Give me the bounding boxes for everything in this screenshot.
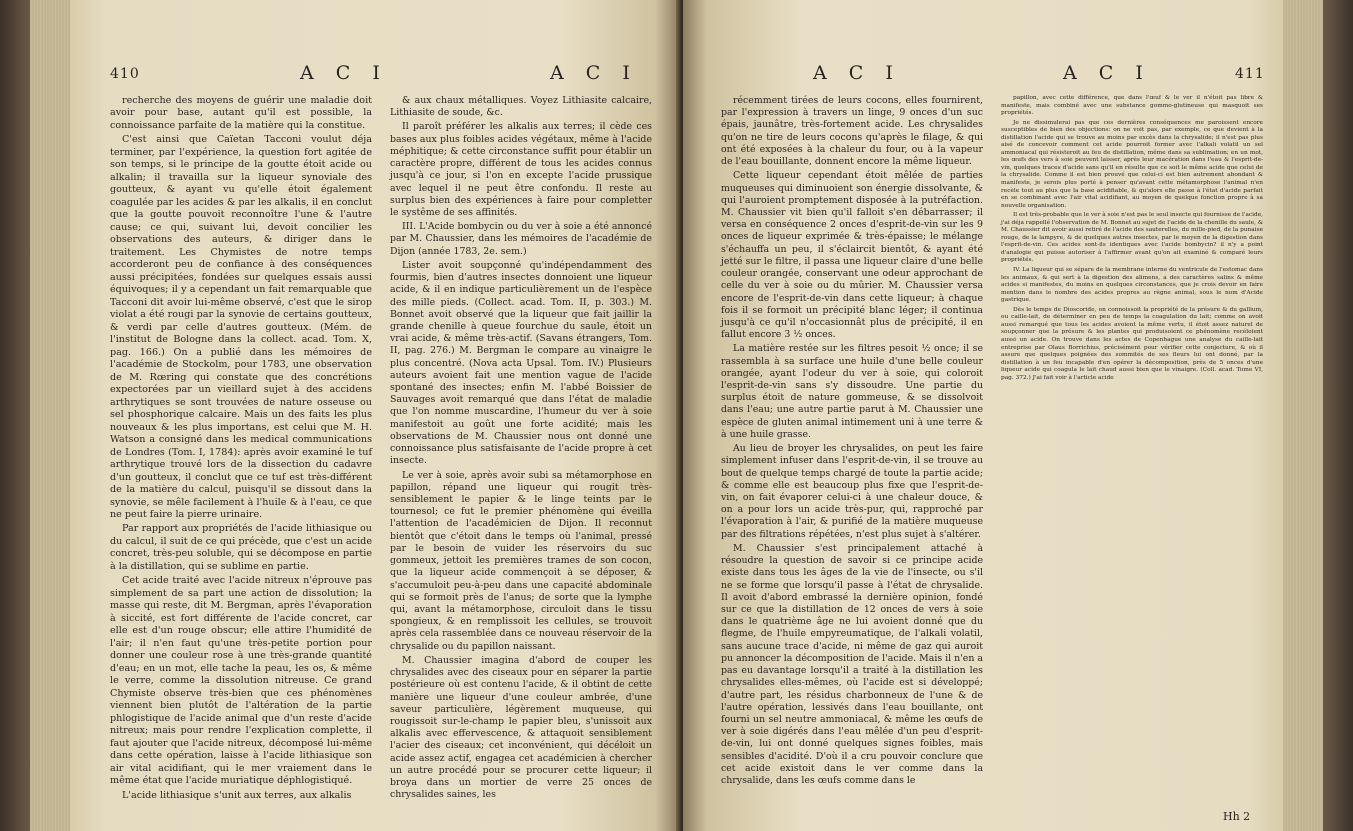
signature-mark: Hh 2 [1223,810,1251,823]
right-page-number: 411 [1235,66,1265,82]
paragraph: Lister avoit soupçonné qu'indépendamment des fourmis, bien d'autres insectes donnoient une liqueur acide, & il en indique particulièrement un de l'espèce des mille pieds. (Collect. acad. Tom. II, p. 303.) M. Bonnet avoit observé que la liqueur que fait jaillir la grande chenille à queue fourchue du saule, étoit un vrai acide, & même très-actif. (Savans étrangers, Tom. II, pag. 276.) M. Bergman le compare au vinaigre le plus concentré. (Nova acta Upsal. Tom. IV.) Plusieurs auteurs avoient fait une mention vague de l'acide spontané des insectes; enfin M. l'abbé Boissier de Sauvages avoit remarqué que dans l'état de maladie que l'on nomme muscardine, l'humeur du ver à soie manifestoit au goût une forte acidité; mais les observations de M. Chaussier nous ont donné une connoissance plus satisfaisante de l'acide propre à cet insecte. [390,259,652,467]
paragraph: Dès le temps de Dioscoride, on connoissoit la propriété de la présure & du gallium, ou caille-lait, de déterminer en peu de temps la coagulation du lait; comme on avoit aussi remarqué que tous les acides avoient la même vertu, il étoit assez naturel de soupçonner que la présure & les plantes qui produisoient ce phénomène recéloient aussi un acide. On trouve dans les actes de Copenhague une analyse du caille-lait entreprise par Olaus Borrichius, précisément pour vérifier cette conjecture, & où il assure que quelques poignées des sommités de ses fleurs lui ont donné, par la distillation à un feu incapable d'en opérer la décomposition, près de 5 onces d'une liqueur acide qui coagula le lait chaud aussi bien que le vinaigre. (Coll. acad. Tome VI, pag. 372.) J'ai fait voir à l'article acide [1001,306,1263,381]
paragraph: Au lieu de broyer les chrysalides, on peut les faire simplement infuser dans l'esprit-de-vin, il se trouve au bout de quelque temps chargé de toute la partie acide; & comme elle est beaucoup plus fixe que l'esprit-de-vin, on fait évaporer celui-ci à une chaleur douce, & on a pour lors un acide très-pur, qui, rapproché par l'évaporation à l'air, & purifié de la matière muqueuse par des filtrations répétées, n'est plus sujet à s'altérer. [721,443,983,540]
right-running-head [683,62,1283,92]
paragraph: Cet acide traité avec l'acide nitreux n'éprouve pas simplement de sa part une action de dissolution; la masse qui reste, dit M. Bergman, après l'évaporation à siccité, est fort différente de l'acide concret, car elle est d'un rouge obscur; elle attire l'humidité de l'air; il n'en faut qu'une très-petite portion pour donner une couleur rose à une très-grande quantité d'eau; en un mot, elle tache la peau, les os, & même le verre, comme la dissolution nitreuse. Ce grand Chymiste observe très-bien que ces phénomènes viennent bien plutôt de l'altération de la partie phlogistique de l'acide animal que d'un reste d'acide nitreux; mais pour rendre l'explication complette, il faut ajouter que l'acide nitreux, décomposé lui-même dans cette opération, laisse à l'acide lithiasique son air vital acidifiant, qui le mer vraiement dans le même état que l'acide muriatique déphlogistiqué. [110,575,372,787]
right-running-head-2: A C I [1063,62,1151,84]
right-page [683,0,1283,831]
left-page-edges [30,0,70,831]
right-column-1 [721,95,983,787]
paragraph: Il paroît préférer les alkalis aux terres; il cède ces bases aux plus foibles acides végétaux, même à l'acide méphitique; & cette circonstance suffit pour établir un caractère propre, différent de tous les acides connus jusqu'à ce jour, si l'on en excepte l'acide prussique avec lequel il ne peut être confondu. Il reste au surplus bien des expériences à faire pour completter le systême de ses affinités. [390,121,652,218]
left-page-number: 410 [110,66,140,82]
right-column-2 [1001,95,1263,817]
paragraph: M. Chaussier imagina d'abord de couper les chrysalides avec des ciseaux pour en séparer la partie postérieure où est contenu l'acide, & il obtint de cette manière une liqueur d'une couleur ambrée, d'une saveur particulière, légèrement muqueuse, qui rougissoit sur-le-champ le papier bleu, s'unissoit aux alkalis avec effervescence, & attaquoit sensiblement l'acier des ciseaux; cet inconvénient, qui décéloit un acide assez actif, engagea cet académicien à chercher un autre procédé pour se procurer cette liqueur; il broya dans un mortier de verre 25 onces de chrysalides saines, les [390,654,652,801]
paragraph: Cette liqueur cependant étoit mêlée de parties muqueuses qui diminuoient son énergie dissolvante, & qui l'auroient promptement disposée à la putréfaction. M. Chaussier vit bien qu'il falloit s'en débarrasser; il versa en conséquence 2 onces d'esprit-de-vin sur les 9 onces de liqueur exprimée & très-épaisse; le mélange s'échauffa un peu, il s'éclaircit bientôt, & ayant été jetté sur le filtre, il passa une liqueur claire d'une belle couleur orangée, conservant une odeur approchant de celle du ver à soie ou du mûrier. M. Chaussier versa encore de l'esprit-de-vin dans cette liqueur; à chaque fois il se formoit un précipité blanc léger; il continua jusqu'à ce qu'il n'occasionnât plus de précipité, il en fallut encore 3 ½ onces. [721,170,983,341]
left-page [70,0,680,831]
paragraph: Je ne dissimulerai pas que ces dernières conséquences me paroissent encore susceptibles de bien des objections: on ne voit pas, par exemple, ce que devient à la distillation l'acide qui se trouve au moins par excès dans la chrysalide; il n'est pas plus aisé de concevoir comment cet acide pourroit former avec l'alkali volatil un sel ammoniacal qui résisteroit au feu de distillation, même dans sa sublimation; en un mot, les œufs des vers à soie peuvent laisser, après leur macération dans l'eau & l'esprit-de-vin, quelques traces d'acide sans qu'il en résulte que ce soit le même acide que celui de la chrysalide. Comme il est bien prouvé que celui-ci est bien autrement abondant & manifeste, je serois plus porté à penser qu'avant cette métamorphose l'animal n'en recèle tout au plus que la base acidifiable, & qu'alors elle passe à l'état d'acide parfait en se combinant avec l'air vital acidifiant, au moyen de quelque fonction propre à sa nouvelle organisation. [1001,119,1263,209]
paragraph: & aux chaux métalliques. Voyez Lithiasite calcaire, Lithiasite de soude, &c. [390,95,652,119]
paragraph: Le ver à soie, après avoir subi sa métamorphose en papillon, répand une liqueur qui rougit très-sensiblement le papier & le linge teints par le tournesol; ce fut le premier phénomène qui éveilla l'attention de l'académicien de Dijon. Il reconnut bientôt que c'étoit dans le temps où l'animal, pressé par le besoin de vuider les réservoirs du suc gommeux, jettoit les premières trames de son cocon, que la liqueur acide commençoit à se déposer, & s'accumuloit peu-à-peu dans une capacité abdominale qui se formoit près de l'anus; de sorte que la lymphe qui, avant la métamorphose, circuloit dans le tissu spongieux, & en remplissoit les cellules, se trouvoit après cela rassemblée dans ce nouveau réservoir de la chrysalide ou du papillon naissant. [390,469,652,652]
paragraph: Il est très-probable que le ver à soie n'est pas le seul insecte qui fournisse de l'acide, j'ai déja rappellé l'observation de M. Bonnet au sujet de l'acide de la chenille du saule, & M. Chaussier dit avoir aussi retiré de l'acide des sauterelles, du mille-pied, de la punaise rouge, de la lampyre, & de quelques autres insectes, par le moyen de la digestion dans l'esprit-de-vin. Ces acides sont-ils identiques avec l'acide bombycin? il n'y a point d'analogie qui puisse autoriser à l'affirmer avant qu'on ait examiné & comparé leurs propriétés. [1001,212,1263,264]
paragraph: Par rapport aux propriétés de l'acide lithiasique ou du calcul, il suit de ce qui précède, que c'est un acide concret, très-peu soluble, qui se décompose en partie à la distillation, qui se sublime en partie. [110,523,372,572]
paragraph: IV. La liqueur qui se sépare de la membrane interne du ventricule de l'estomac dans les animaux, & qui sert à la digestion des alimens, a des caractères salins & même acides si manifestes, du moins en quelques circonstances, que je crois devoir en faire mention dans le nombre des acides propres au règne animal, sous le nom d'Acide gastrique. [1001,267,1263,304]
paragraph: III. L'Acide bombycin ou du ver à soie a été annoncé par M. Chaussier, dans les mémoires de l'académie de Dijon (année 1783, 2e. sem.) [390,221,652,257]
paragraph: recherche des moyens de guérir une maladie doit avoir pour base, autant qu'il est possible, la connoissance parfaite de la matière qui la constitue. [110,95,372,131]
paragraph: récemment tirées de leurs cocons, elles fournirent, par l'expression à travers un linge, 9 onces d'un suc épais, jaunâtre, très-fortement acide. Les chrysalides qu'on ne tire de leurs cocons qu'après le filage, & qui ont été exposées à la chaleur du four, ou à la vapeur de l'eau bouillante, donnent encore la même liqueur. [721,95,983,168]
left-running-head-1: A C I [300,62,388,84]
paragraph: M. Chaussier s'est principalement attaché à résoudre la question de savoir si ce principe acide existe dans tous les âges de la vie de l'insecte, ou s'il ne se forme que lorsqu'il passe à l'état de chrysalide. Il avoit d'abord embrassé la dernière opinion, fondé sur ce que la distillation de 12 onces de vers à soie dans le quatrième âge ne lui avoient donné que du flegme, de l'huile empyreumatique, de l'alkali volatil, sans aucune trace d'acide, ni même de gaz qui auroit pu annoncer la décomposition de l'acide. Mais il n'en a pas eu davantage lorsqu'il a traité à la distillation les chrysalides elles-mêmes, où l'acide est si développé; d'autre part, les résidus charbonneux de l'une & de l'autre opération, lessivés dans l'eau bouillante, ont fourni un sel neutre ammoniacal, & même les œufs de ver à soie digérés dans l'eau mêlée d'un peu d'esprit-de-vin, lui ont donné quelques signes foibles, mais sensibles d'acidité. D'où il a cru pouvoir conclure que cet acide existoit dans le ver comme dans la chrysalide, dans les œufs comme dans le [721,542,983,787]
left-running-head-2: A C I [550,62,638,84]
right-running-head-1: A C I [813,62,901,84]
paragraph: La matière restée sur les filtres pesoit ½ once; il se rassembla à sa surface une huile d'une belle couleur orangée, ayant l'odeur du ver à soie, qui coloroit l'esprit-de-vin sans s'y dissoudre. Une partie du surplus étoit de nature gommeuse, & se dissolvoit dans l'eau; une autre partie parut à M. Chaussier une espèce de gluten animal intimement uni à une terre & à une huile grasse. [721,343,983,440]
left-running-head [70,62,680,92]
right-page-edges [1283,0,1323,831]
paragraph: L'acide lithiasique s'unit aux terres, aux alkalis [122,789,352,801]
left-column-2 [390,95,652,801]
paragraph: C'est ainsi que Caïetan Tacconi voulut déja terminer, par l'expérience, la question fort agitée de son temps, si le principe de la goutte étoit acide ou alkalin; il travailla sur la liqueur synoviale des goutteux, & ayant vu qu'elle étoit également coagulée par les acides & par les alkalis, il en conclut que la goutte pouvoit reconnoître l'une & l'autre cause; ce qui, suivant lui, devoit concilier les observations des auteurs, & diriger dans le traitement. Les Chymistes de notre temps accorderont peu de confiance à des conséquences aussi précipitées, fondées sur quelques essais aussi équivoques; il y a cependant un fait remarquable que Tacconi dit avoir lui-même observé, c'est que le sirop violat a été rougi par la synovie de certains goutteux, & verdi par celle d'autres goutteux. (Mém. de l'institut de Bologne dans la collect. acad. Tom. X, pag. 166.) On a publié dans les mémoires de l'académie de Stockolm, pour 1783, une observation de M. Rœring qui constate que des concrétions expectorées par un vieillard sujet à des accidens arthrytiques se sont trouvées de nature osseuse ou sel phosphorique calcaire. Mais un des faits les plus nouveaux & les plus importans, est celui que M. H. Watson a consigné dans les medical communications de Londres (Tom. I, 1784): après avoir examiné le tuf arthrytique trouvé lors de la dissection du cadavre d'un goutteux, il conclut que ce tuf est très-différent de la matière du calcul, puisqu'il se dissout dans la synovie, se mêle facilement à l'huile & à l'eau, ce que ne peut faire la pierre urinaire. [110,134,373,520]
paragraph: papillon, avec cette différence, que dans l'œuf & le ver il n'étoit pas libre & manifeste, mais combiné avec une substance gommo-glutineuse qui masquoit ses propriétés. [1001,95,1263,117]
left-column-1 [110,95,372,802]
